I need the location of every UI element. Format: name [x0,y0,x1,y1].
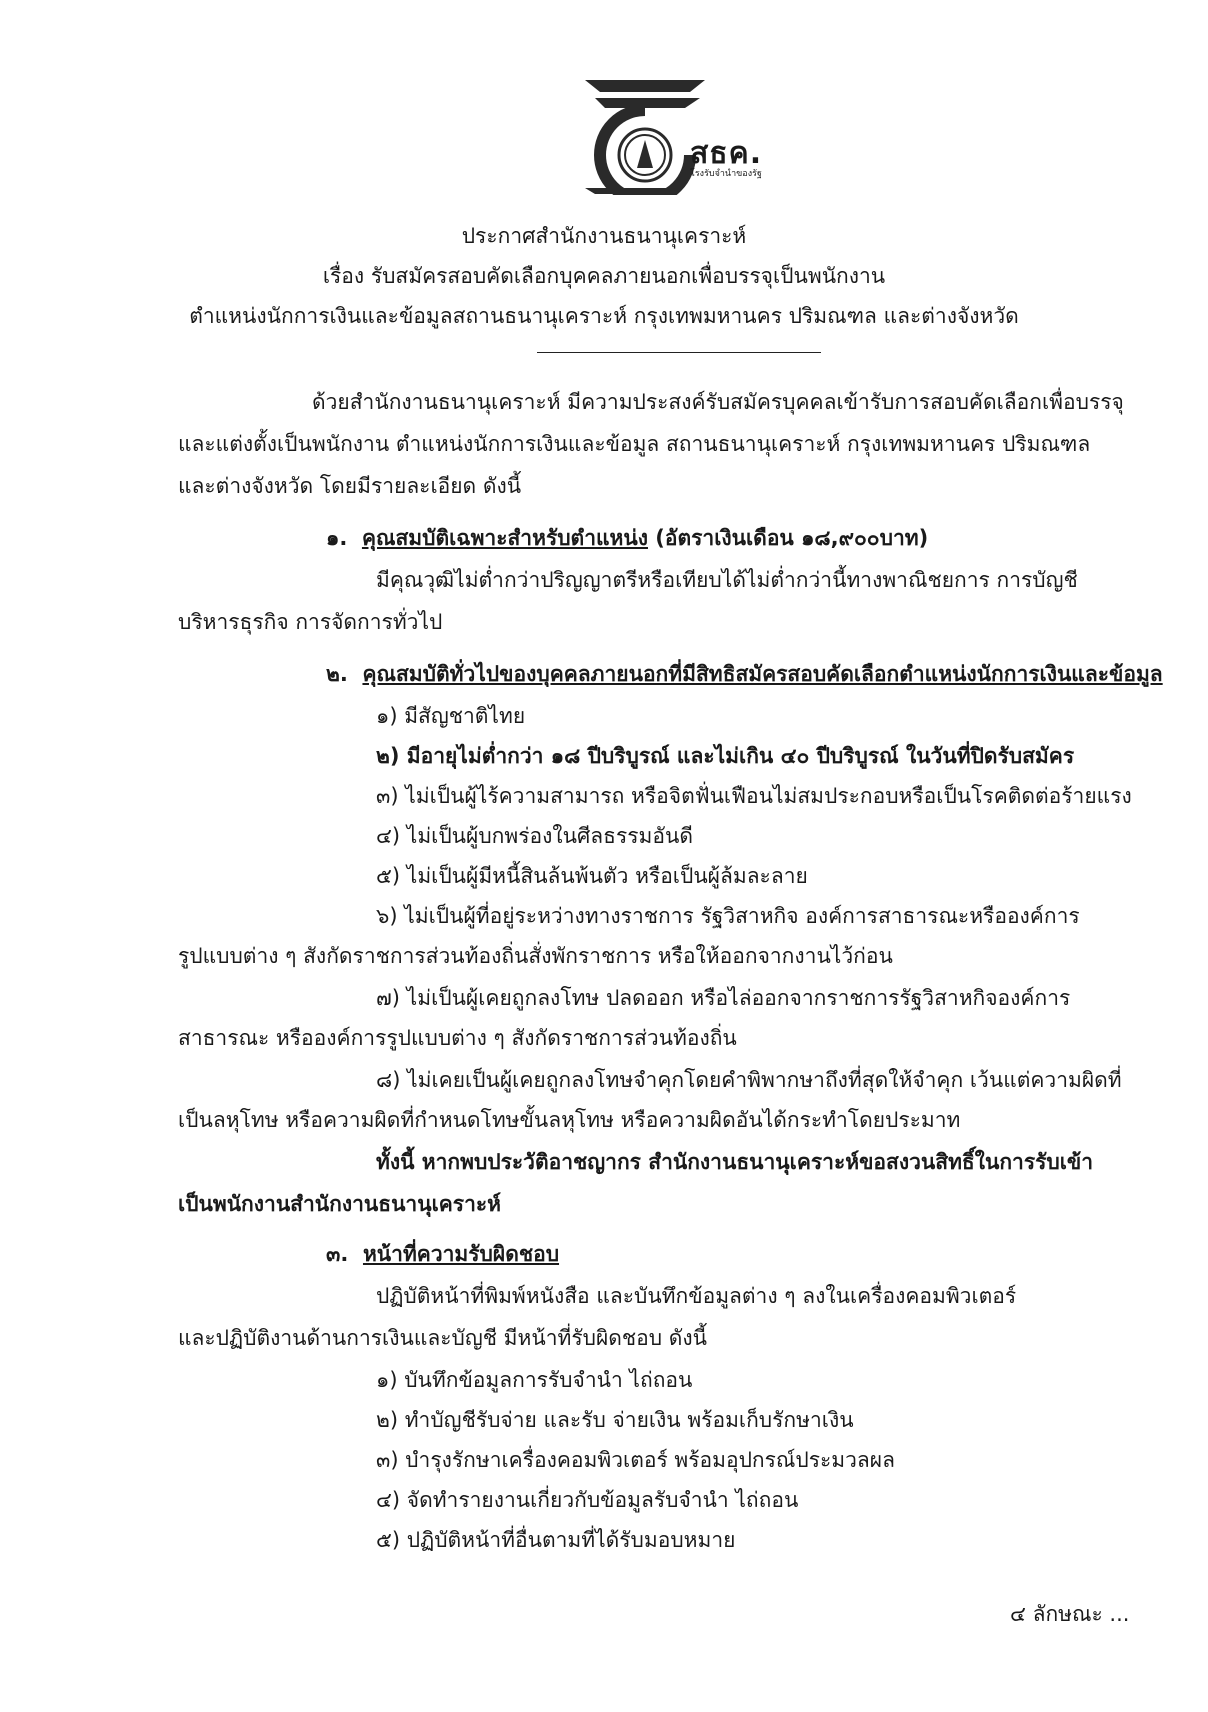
list-item-continued: เป็นลหุโทษ หรือความผิดที่กำหนดโทษขั้นลหุโทษ หรือความผิดอันได้กระทำโดยประมาท [178,1108,961,1132]
list-item-continued: รูปแบบต่าง ๆ สังกัดราชการส่วนท้องถิ่นสั่งพักราชการ หรือให้ออกจากงานไว้ก่อน [178,944,893,968]
section-title: หน้าที่ความรับผิดชอบ [362,1242,560,1266]
list-item: ๖) ไม่เป็นผู้ที่อยู่ระหว่างทางราชการ รัฐวิสาหกิจ องค์การสาธารณะหรือองค์การ [376,904,1080,928]
section-3-heading [326,1240,559,1268]
list-item: ๕) ไม่เป็นผู้มีหนี้สินล้นพ้นตัว หรือเป็นผู้ล้มละลาย [376,864,808,888]
section-1-text: บริหารธุรกิจ การจัดการทั่วไป [178,610,443,634]
list-item: ๔) จัดทำรายงานเกี่ยวกับข้อมูลรับจำนำ ไถ่ถอน [376,1488,799,1512]
note-text: ทั้งนี้ หากพบประวัติอาชญากร สำนักงานธนานุเคราะห์ขอสงวนสิทธิ์ในการรับเข้า [376,1150,1094,1174]
list-item: ๗) ไม่เป็นผู้เคยถูกลงโทษ ปลดออก หรือไล่ออกจากราชการรัฐวิสาหกิจองค์การ [376,986,1071,1010]
section-3-text: และปฏิบัติงานด้านการเงินและบัญชี มีหน้าที่รับผิดชอบ ดังนี้ [178,1326,708,1350]
list-item: ๓) ไม่เป็นผู้ไร้ความสามารถ หรือจิตฟั่นเฟือนไม่สมประกอบหรือเป็นโรคติดต่อร้ายแรง [376,784,1132,808]
announcement-position: ตำแหน่งนักการเงินและข้อมูลสถานธนานุเคราะห์ กรุงเทพมหานคร ปริมณฑล และต่างจังหวัด [189,304,1019,328]
section-number: ๑. [326,526,348,550]
logo-text: สธค. [690,136,763,171]
list-item: ๓) บำรุงรักษาเครื่องคอมพิวเตอร์ พร้อมอุปกรณ์ประมวลผล [376,1448,895,1472]
section-2-heading [326,660,1163,688]
section-title: คุณสมบัติเฉพาะสำหรับตำแหน่ง [361,526,648,550]
announcement-title: ประกาศสำนักงานธนานุเคราะห์ [461,224,747,248]
logo-subtext: โรงรับจำนำของรัฐ [690,169,762,179]
list-item: ๕) ปฏิบัติหน้าที่อื่นตามที่ได้รับมอบหมาย [376,1528,736,1552]
intro-line: และแต่งตั้งเป็นพนักงาน ตำแหน่งนักการเงินและข้อมูล สถานธนานุเคราะห์ กรุงเทพมหานคร ปริมณฑล [178,432,1091,456]
list-item: ๒) มีอายุไม่ต่ำกว่า ๑๘ ปีบริบูรณ์ และไม่เกิน ๔๐ ปีบริบูรณ์ ในวันที่ปิดรับสมัคร [376,744,1075,768]
section-title: คุณสมบัติทั่วไปของบุคคลภายนอกที่มีสิทธิสมัครสอบคัดเลือกตำแหน่งนักการเงินและข้อมูล [362,662,1163,686]
list-item: ๑) มีสัญชาติไทย [376,704,526,728]
section-3-text: ปฏิบัติหน้าที่พิมพ์หนังสือ และบันทึกข้อมูลต่าง ๆ ลงในเครื่องคอมพิวเตอร์ [376,1284,1017,1308]
title-divider [537,352,821,353]
announcement-subject: เรื่อง รับสมัครสอบคัดเลือกบุคคลภายนอกเพื่อบรรจุเป็นพนักงาน [322,264,886,288]
continued-marker: ๔ ลักษณะ ... [1010,1602,1130,1626]
intro-line: ด้วยสำนักงานธนานุเคราะห์ มีความประสงค์รับสมัครบุคคลเข้ารับการสอบคัดเลือกเพื่อบรรจุ [312,390,1124,414]
list-item: ๔) ไม่เป็นผู้บกพร่องในศีลธรรมอันดี [376,824,693,848]
section-number: ๓. [326,1242,349,1266]
list-item-continued: สาธารณะ หรือองค์การรูปแบบต่าง ๆ สังกัดราชการส่วนท้องถิ่น [178,1026,737,1050]
section-1-heading [326,524,928,552]
list-item: ๑) บันทึกข้อมูลการรับจำนำ ไถ่ถอน [376,1368,693,1392]
list-item: ๒) ทำบัญชีรับจ่าย และรับ จ่ายเงิน พร้อมเก็บรักษาเงิน [376,1408,854,1432]
section-number: ๒. [326,662,348,686]
intro-line: และต่างจังหวัด โดยมีรายละเอียด ดังนี้ [178,474,522,498]
section-1-text: มีคุณวุฒิไม่ต่ำกว่าปริญญาตรีหรือเทียบได้ไม่ต่ำกว่านี้ทางพาณิชยการ การบัญชี [376,568,1078,592]
list-item: ๘) ไม่เคยเป็นผู้เคยถูกลงโทษจำคุกโดยคำพิพากษาถึงที่สุดให้จำคุก เว้นแต่ความผิดที่ [376,1068,1122,1092]
note-text: เป็นพนักงานสำนักงานธนานุเคราะห์ [178,1192,501,1216]
salary-text: (อัตราเงินเดือน ๑๘,๙๐๐บาท) [647,526,929,550]
